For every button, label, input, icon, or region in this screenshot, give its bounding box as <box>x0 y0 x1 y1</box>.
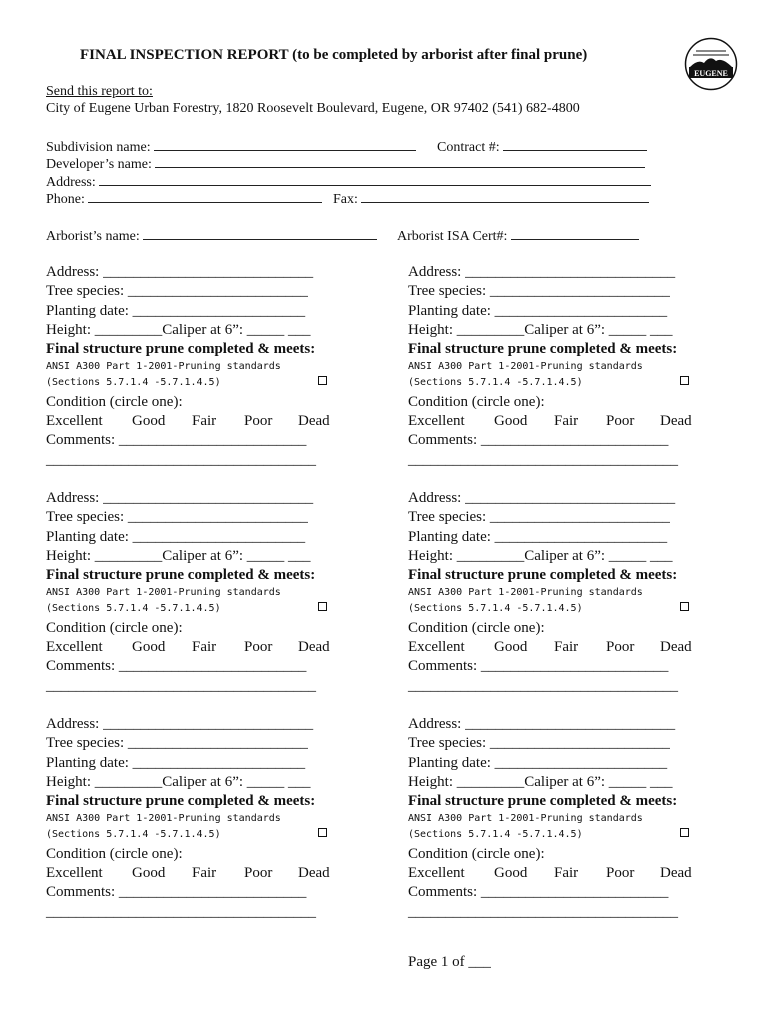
condition-dead[interactable]: Dead <box>660 639 692 655</box>
condition-fair[interactable]: Fair <box>192 865 217 881</box>
condition-fair[interactable]: Fair <box>554 865 579 881</box>
ansi-standard: ANSI A300 Part 1-2001-Pruning standards <box>408 361 643 372</box>
condition-excellent[interactable]: Excellent <box>46 865 103 881</box>
tree-address[interactable]: Address: ____________________________ <box>46 264 314 280</box>
ansi-standard: ANSI A300 Part 1-2001-Pruning standards <box>46 587 281 598</box>
page-title: FINAL INSPECTION REPORT (to be completed by arborist after final prune) <box>80 47 588 63</box>
address-field[interactable] <box>99 174 651 186</box>
condition-dead[interactable]: Dead <box>660 865 692 881</box>
tree-height-caliper[interactable]: Height: _________Caliper at 6”: _____ ___ <box>46 774 311 790</box>
prune-heading: Final structure prune completed & meets: <box>46 793 316 809</box>
isa-row <box>397 228 639 245</box>
condition-poor[interactable]: Poor <box>244 865 273 881</box>
comments-line[interactable]: ____________________________________ <box>46 452 316 468</box>
condition-poor[interactable]: Poor <box>606 639 635 655</box>
isa-field[interactable] <box>511 228 639 240</box>
comments-field[interactable]: Comments: _________________________ <box>408 432 669 448</box>
tree-address[interactable]: Address: ____________________________ <box>46 490 314 506</box>
condition-excellent[interactable]: Excellent <box>408 413 465 429</box>
condition-good[interactable]: Good <box>494 413 528 429</box>
condition-excellent[interactable]: Excellent <box>46 413 103 429</box>
send-report-label: Send this report to: <box>46 84 153 99</box>
ansi-standard: ANSI A300 Part 1-2001-Pruning standards <box>46 813 281 824</box>
prune-checkbox[interactable] <box>680 376 689 385</box>
condition-fair[interactable]: Fair <box>192 413 217 429</box>
address-label: Address: <box>46 175 96 190</box>
condition-good[interactable]: Good <box>132 413 166 429</box>
condition-good[interactable]: Good <box>494 865 528 881</box>
condition-excellent[interactable]: Excellent <box>408 865 465 881</box>
arborist-label: Arborist’s name: <box>46 229 140 244</box>
tree-address[interactable]: Address: ____________________________ <box>408 716 676 732</box>
condition-good[interactable]: Good <box>132 639 166 655</box>
condition-label: Condition (circle one): <box>408 846 545 862</box>
tree-planting-date[interactable]: Planting date: _______________________ <box>46 529 306 545</box>
phone-row <box>46 191 322 208</box>
phone-field[interactable] <box>88 191 322 203</box>
sections-text: (Sections 5.7.1.4 -5.7.1.4.5) <box>408 829 583 840</box>
comments-field[interactable]: Comments: _________________________ <box>408 884 669 900</box>
comments-field[interactable]: Comments: _________________________ <box>46 658 307 674</box>
arborist-row <box>46 228 377 245</box>
contract-label: Contract #: <box>437 140 500 155</box>
eugene-logo <box>684 37 738 91</box>
tree-address[interactable]: Address: ____________________________ <box>408 264 676 280</box>
condition-label: Condition (circle one): <box>46 394 183 410</box>
condition-poor[interactable]: Poor <box>606 865 635 881</box>
ansi-standard: ANSI A300 Part 1-2001-Pruning standards <box>408 813 643 824</box>
tree-species[interactable]: Tree species: ________________________ <box>46 509 308 525</box>
prune-checkbox[interactable] <box>680 602 689 611</box>
developer-label: Developer’s name: <box>46 157 152 172</box>
subdivision-label: Subdivision name: <box>46 140 151 155</box>
tree-species[interactable]: Tree species: ________________________ <box>46 283 308 299</box>
prune-checkbox[interactable] <box>318 376 327 385</box>
contract-row <box>437 139 647 156</box>
tree-height-caliper[interactable]: Height: _________Caliper at 6”: _____ ___ <box>408 774 673 790</box>
condition-excellent[interactable]: Excellent <box>46 639 103 655</box>
prune-heading: Final structure prune completed & meets: <box>46 341 316 357</box>
sections-text: (Sections 5.7.1.4 -5.7.1.4.5) <box>46 377 221 388</box>
comments-field[interactable]: Comments: _________________________ <box>408 658 669 674</box>
tree-species[interactable]: Tree species: ________________________ <box>408 509 670 525</box>
tree-height-caliper[interactable]: Height: _________Caliper at 6”: _____ ___ <box>46 548 311 564</box>
tree-planting-date[interactable]: Planting date: _______________________ <box>46 303 306 319</box>
condition-options <box>408 865 696 883</box>
comments-line[interactable]: ____________________________________ <box>46 678 316 694</box>
tree-planting-date[interactable]: Planting date: _______________________ <box>408 303 668 319</box>
condition-fair[interactable]: Fair <box>554 639 579 655</box>
tree-address[interactable]: Address: ____________________________ <box>408 490 676 506</box>
comments-field[interactable]: Comments: _________________________ <box>46 884 307 900</box>
condition-options <box>46 413 334 431</box>
tree-planting-date[interactable]: Planting date: _______________________ <box>46 755 306 771</box>
condition-dead[interactable]: Dead <box>298 865 330 881</box>
sections-text: (Sections 5.7.1.4 -5.7.1.4.5) <box>46 603 221 614</box>
condition-good[interactable]: Good <box>494 639 528 655</box>
condition-excellent[interactable]: Excellent <box>408 639 465 655</box>
prune-heading: Final structure prune completed & meets: <box>46 567 316 583</box>
condition-dead[interactable]: Dead <box>660 413 692 429</box>
sections-text: (Sections 5.7.1.4 -5.7.1.4.5) <box>408 377 583 388</box>
condition-poor[interactable]: Poor <box>606 413 635 429</box>
tree-height-caliper[interactable]: Height: _________Caliper at 6”: _____ ___ <box>408 322 673 338</box>
prune-checkbox[interactable] <box>318 828 327 837</box>
ansi-standard: ANSI A300 Part 1-2001-Pruning standards <box>408 587 643 598</box>
sections-text: (Sections 5.7.1.4 -5.7.1.4.5) <box>408 603 583 614</box>
condition-fair[interactable]: Fair <box>554 413 579 429</box>
tree-species[interactable]: Tree species: ________________________ <box>46 735 308 751</box>
fax-label: Fax: <box>333 192 358 207</box>
prune-heading: Final structure prune completed & meets: <box>408 567 678 583</box>
condition-dead[interactable]: Dead <box>298 413 330 429</box>
condition-options <box>408 413 696 431</box>
tree-height-caliper[interactable]: Height: _________Caliper at 6”: _____ ___ <box>46 322 311 338</box>
tree-address[interactable]: Address: ____________________________ <box>46 716 314 732</box>
comments-line[interactable]: ____________________________________ <box>408 678 678 694</box>
prune-checkbox[interactable] <box>680 828 689 837</box>
page-number: Page 1 of ___ <box>408 954 491 970</box>
condition-fair[interactable]: Fair <box>192 639 217 655</box>
isa-label: Arborist ISA Cert#: <box>397 229 508 244</box>
fax-field[interactable] <box>361 191 649 203</box>
tree-species[interactable]: Tree species: ________________________ <box>408 283 670 299</box>
ansi-standard: ANSI A300 Part 1-2001-Pruning standards <box>46 361 281 372</box>
comments-field[interactable]: Comments: _________________________ <box>46 432 307 448</box>
tree-planting-date[interactable]: Planting date: _______________________ <box>408 755 668 771</box>
developer-row <box>46 156 645 173</box>
comments-line[interactable]: ____________________________________ <box>46 904 316 920</box>
logo-text: EUGENE <box>694 69 728 78</box>
condition-label: Condition (circle one): <box>408 394 545 410</box>
condition-options <box>46 865 334 883</box>
send-report-address: City of Eugene Urban Forestry, 1820 Roosevelt Boulevard, Eugene, OR 97402 (541) 682-4800 <box>46 101 580 116</box>
prune-heading: Final structure prune completed & meets: <box>408 341 678 357</box>
condition-label: Condition (circle one): <box>46 846 183 862</box>
condition-options <box>408 639 696 657</box>
tree-species[interactable]: Tree species: ________________________ <box>408 735 670 751</box>
tree-planting-date[interactable]: Planting date: _______________________ <box>408 529 668 545</box>
condition-options <box>46 639 334 657</box>
condition-dead[interactable]: Dead <box>298 639 330 655</box>
tree-height-caliper[interactable]: Height: _________Caliper at 6”: _____ ___ <box>408 548 673 564</box>
condition-poor[interactable]: Poor <box>244 639 273 655</box>
condition-poor[interactable]: Poor <box>244 413 273 429</box>
contract-field[interactable] <box>503 139 647 151</box>
prune-heading: Final structure prune completed & meets: <box>408 793 678 809</box>
address-row <box>46 174 651 191</box>
fax-row <box>333 191 649 208</box>
developer-field[interactable] <box>155 156 645 168</box>
prune-checkbox[interactable] <box>318 602 327 611</box>
comments-line[interactable]: ____________________________________ <box>408 452 678 468</box>
subdivision-field[interactable] <box>154 139 416 151</box>
condition-label: Condition (circle one): <box>46 620 183 636</box>
subdivision-row <box>46 139 416 156</box>
condition-label: Condition (circle one): <box>408 620 545 636</box>
comments-line[interactable]: ____________________________________ <box>408 904 678 920</box>
condition-good[interactable]: Good <box>132 865 166 881</box>
sections-text: (Sections 5.7.1.4 -5.7.1.4.5) <box>46 829 221 840</box>
phone-label: Phone: <box>46 192 85 207</box>
arborist-field[interactable] <box>143 228 377 240</box>
